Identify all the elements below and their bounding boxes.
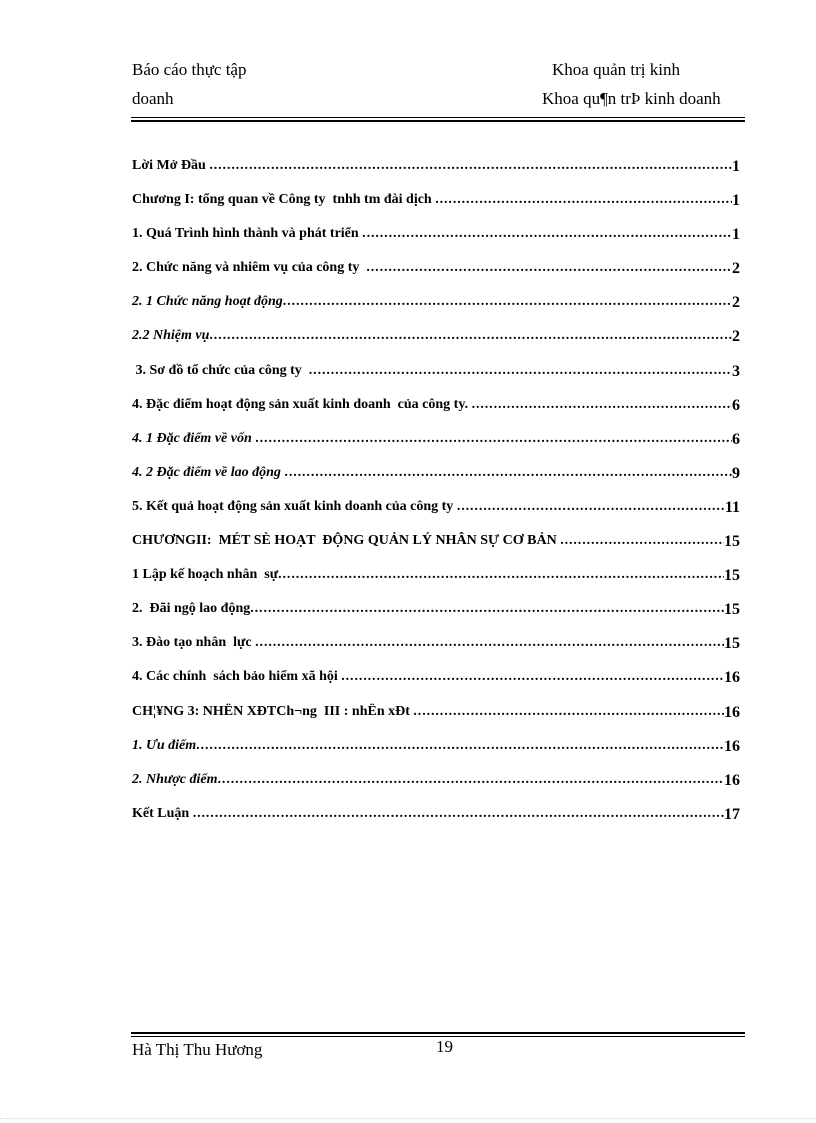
- toc-entry-title: 2.2 Nhiệm vụ: [132, 328, 210, 344]
- toc-entry[interactable]: [132, 601, 740, 635]
- toc-dot-leader: [457, 499, 725, 515]
- toc-dot-leader: [218, 772, 724, 788]
- toc-entry-page: 2: [732, 260, 740, 278]
- toc-entry[interactable]: [132, 704, 740, 738]
- toc-dot-leader: [193, 806, 724, 822]
- toc-entry[interactable]: [132, 533, 740, 567]
- toc-dot-leader: [278, 567, 724, 583]
- toc-dot-leader: [284, 465, 732, 481]
- toc-entry-title: 2. 1 Chức năng hoạt động: [132, 294, 283, 310]
- toc-entry-title: CH¦¥NG 3: NHËN XÐTCh¬ng III : nhËn xÐt: [132, 703, 414, 719]
- toc-dot-leader: [341, 669, 724, 685]
- toc-entry-title: Kết Luận: [132, 805, 193, 821]
- toc-entry-page: 9: [732, 464, 740, 482]
- toc-entry[interactable]: [132, 738, 740, 772]
- header-rule-thick: [131, 120, 745, 122]
- toc-entry[interactable]: [132, 397, 740, 431]
- toc-entry-title: 5. Kết quả hoạt động sản xuất kinh doanh của công ty: [132, 498, 457, 514]
- toc-entry-title: 1 Lập kế hoạch nhân sự: [132, 567, 279, 583]
- toc-dot-leader: [435, 192, 732, 208]
- toc-entry-title: 2. Nhược điểm: [132, 771, 218, 787]
- toc-entry-title: 4. 1 Đặc điểm về vốn: [132, 430, 256, 446]
- toc-entry-title: Chương I: tổng quan về Công ty tnhh tm đài dịch: [132, 192, 436, 208]
- toc-entry-page: 16: [724, 771, 740, 789]
- toc-dot-leader: [309, 363, 732, 379]
- footer-page-number: 19: [436, 1037, 453, 1056]
- toc-entry-page: 1: [732, 158, 740, 175]
- table-of-contents: [132, 158, 740, 840]
- toc-dot-leader: [209, 328, 732, 344]
- header-right-line2: Khoa qu¶n trÞ kinh doanh: [542, 89, 721, 108]
- toc-entry-title: 4. Các chính sách bảo hiểm xã hội: [132, 669, 342, 685]
- footer-author: Hà Thị Thu Hương: [132, 1040, 263, 1059]
- toc-dot-leader: [255, 431, 732, 447]
- toc-entry-title: 1. Ưu điểm: [132, 737, 197, 753]
- toc-entry-page: 15: [724, 533, 740, 551]
- page-bottom-edge: [0, 1118, 816, 1119]
- toc-entry[interactable]: [132, 226, 740, 260]
- toc-entry-title: 1. Quá Trình hình thành và phát triển: [132, 226, 363, 242]
- header-left-line2: doanh: [132, 89, 174, 108]
- toc-dot-leader: [283, 294, 732, 310]
- toc-dot-leader: [560, 533, 724, 549]
- toc-entry-page: 11: [724, 498, 740, 516]
- toc-entry[interactable]: [132, 260, 740, 294]
- toc-entry[interactable]: [132, 567, 740, 601]
- toc-entry-page: 16: [724, 669, 740, 687]
- toc-entry[interactable]: [132, 294, 740, 328]
- toc-entry-title: 4. 2 Đặc điểm về lao động: [132, 464, 285, 480]
- toc-dot-leader: [255, 635, 724, 651]
- toc-entry[interactable]: [132, 158, 740, 192]
- toc-entry-title: 2. Đãi ngộ lao động: [132, 601, 251, 617]
- toc-entry[interactable]: [132, 465, 740, 499]
- header-left-line1: Báo cáo thực tập: [132, 60, 247, 79]
- toc-dot-leader: [366, 260, 732, 276]
- toc-dot-leader: [250, 601, 724, 617]
- toc-entry-title: 4. Đặc điểm hoạt động sản xuất kinh doanh của công ty.: [132, 396, 472, 412]
- toc-dot-leader: [413, 704, 724, 720]
- toc-entry-page: 1: [732, 192, 740, 210]
- toc-entry[interactable]: [132, 772, 740, 806]
- toc-entry[interactable]: [132, 192, 740, 226]
- toc-entry-title: 3. Đào tạo nhân lực: [132, 635, 256, 651]
- toc-dot-leader: [196, 738, 724, 754]
- header-right-line1: Khoa quản trị kinh: [552, 60, 680, 79]
- toc-entry-page: 3: [732, 362, 740, 380]
- toc-entry-page: 2: [732, 294, 740, 312]
- footer-rule-thick: [131, 1032, 745, 1034]
- toc-entry-title: Lời Mở Đầu: [132, 158, 210, 173]
- toc-entry-title: CHƯƠNGII: MÉT SÈ HOẠT ĐỘNG QUẢN LÝ NHÂN SỰ CƠ BẢN: [132, 533, 561, 549]
- toc-dot-leader: [472, 397, 732, 413]
- toc-dot-leader: [362, 226, 732, 242]
- toc-entry-page: 6: [732, 430, 740, 448]
- toc-entry[interactable]: [132, 363, 740, 397]
- toc-entry[interactable]: [132, 328, 740, 362]
- toc-entry[interactable]: [132, 635, 740, 669]
- header-rule-thin: [131, 117, 745, 118]
- toc-entry-page: 15: [724, 601, 740, 619]
- toc-entry[interactable]: [132, 431, 740, 465]
- toc-entry-page: 2: [732, 328, 740, 346]
- toc-entry-page: 6: [732, 396, 740, 414]
- toc-entry[interactable]: [132, 499, 740, 533]
- toc-entry-title: 3. Sơ đồ tổ chức của công ty: [132, 362, 309, 378]
- toc-entry[interactable]: [132, 669, 740, 703]
- toc-entry-page: 15: [724, 567, 740, 585]
- toc-entry-page: 1: [732, 226, 740, 244]
- toc-entry-page: 16: [724, 703, 740, 721]
- toc-entry-page: 15: [724, 635, 740, 653]
- toc-entry-title: 2. Chức năng và nhiêm vụ của công ty: [132, 260, 367, 276]
- toc-entry-page: 17: [724, 805, 740, 823]
- toc-dot-leader: [209, 158, 732, 174]
- toc-entry[interactable]: [132, 806, 740, 840]
- toc-entry-page: 16: [724, 737, 740, 755]
